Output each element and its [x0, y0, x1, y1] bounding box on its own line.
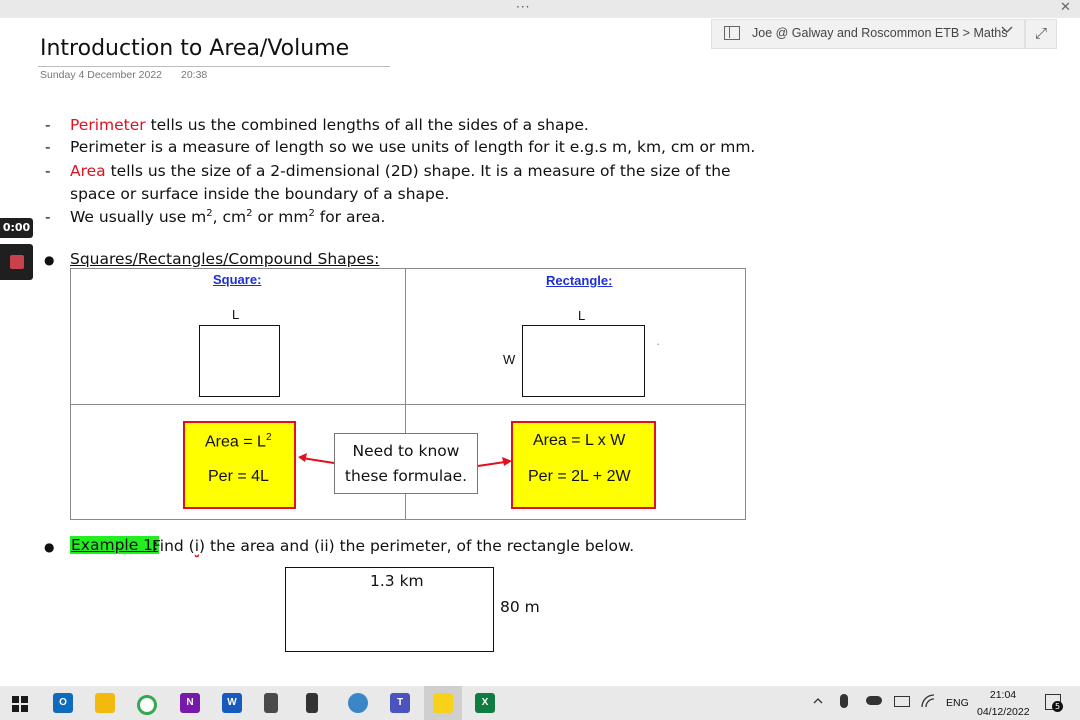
example-text: Find ( — [152, 537, 195, 555]
chrome-icon[interactable] — [137, 695, 157, 715]
battery-icon[interactable] — [894, 696, 910, 707]
record-button[interactable] — [0, 244, 33, 280]
rectangle-formula-box — [511, 421, 656, 509]
phone-icon[interactable] — [306, 693, 318, 713]
note-line-4-part: or mm — [252, 208, 309, 227]
dash-marker: - — [45, 116, 51, 134]
language-indicator[interactable]: ENG — [946, 697, 969, 709]
page-title[interactable]: Introduction to Area/Volume — [40, 36, 350, 61]
stray-dot: · — [656, 336, 661, 351]
example-width-label: 80 m — [500, 598, 540, 616]
excel-icon[interactable]: X — [475, 693, 495, 713]
example-label: Example 1: — [71, 536, 159, 554]
note-line-3b: space or surface inside the boundary of a shape. — [70, 185, 450, 203]
note-line-4 — [70, 208, 385, 226]
onedrive-icon[interactable] — [866, 696, 882, 705]
bullet-marker: ● — [44, 253, 55, 267]
close-icon[interactable]: ✕ — [1060, 0, 1071, 15]
example-length-label: 1.3 km — [370, 572, 424, 590]
example-text-i: i — [194, 537, 200, 555]
page-date: Sunday 4 December 2022 — [40, 69, 162, 81]
note-line-1-text: tells us the combined lengths of all the sides of a shape. — [145, 116, 589, 134]
note-line-2: Perimeter is a measure of length so we use units of length for it e.g.s m, km, cm or mm. — [70, 138, 756, 156]
dash-marker: - — [45, 162, 51, 180]
perimeter-keyword: Perimeter — [70, 116, 146, 134]
arrows-overlay — [290, 450, 530, 480]
section-heading: Squares/Rectangles/Compound Shapes: — [70, 250, 380, 268]
notebook-path: Joe @ Galway and Roscommon ETB > Maths — [752, 26, 1008, 40]
example-text: ) the area and (ii) the perimeter, of the rectangle below. — [199, 537, 635, 555]
expand-icon[interactable]: ⤢ — [1025, 19, 1057, 49]
notebook-icon — [724, 26, 740, 40]
superscript: 2 — [206, 208, 213, 219]
square-area-text: Area = L — [205, 433, 266, 451]
snipping-tool-icon[interactable] — [348, 693, 368, 713]
square-side-label: L — [232, 307, 240, 322]
right-arrow-icon — [478, 457, 512, 466]
notification-center-icon[interactable] — [1045, 694, 1061, 710]
note-line-4-part: for area. — [314, 208, 386, 227]
taskbar — [0, 686, 1080, 720]
note-line-2: these formulae. — [344, 467, 468, 485]
square-header: Square: — [213, 272, 262, 287]
square-perimeter-formula: Per = 4L — [208, 468, 269, 485]
sticky-notes-icon[interactable] — [433, 693, 453, 713]
file-explorer-icon[interactable] — [95, 693, 115, 713]
clock-date[interactable]: 04/12/2022 — [977, 706, 1030, 718]
chevron-down-icon[interactable] — [1000, 23, 1014, 41]
rectangle-area-formula: Area = L x W — [533, 432, 626, 449]
square-area-formula — [205, 432, 272, 451]
rectangle-length-label: L — [578, 308, 586, 323]
outlook-icon[interactable]: O — [53, 693, 73, 713]
table-divider-horizontal — [71, 404, 745, 405]
note-line-1 — [70, 116, 589, 134]
note-line-3-text: tells us the size of a 2-dimensional (2D) shape. It is a measure of the size of the — [105, 162, 731, 180]
word-icon[interactable]: W — [222, 693, 242, 713]
teams-icon[interactable]: T — [390, 693, 410, 713]
superscript: 2 — [265, 432, 272, 443]
note-line-3 — [70, 162, 731, 180]
rectangle-width-label: W — [503, 352, 516, 367]
onenote-icon[interactable]: N — [180, 693, 200, 713]
tray-chevron-up-icon[interactable] — [812, 695, 824, 710]
window-top-bar — [0, 0, 1080, 18]
microphone-icon[interactable] — [840, 694, 848, 708]
more-options-dots[interactable]: ··· — [516, 0, 531, 14]
superscript: 2 — [246, 208, 253, 219]
recording-timer: 0:00 — [0, 218, 33, 238]
wifi-icon[interactable] — [921, 694, 935, 712]
rectangle-perimeter-formula: Per = 2L + 2W — [528, 468, 631, 485]
example-question — [152, 537, 634, 555]
note-line-1: Need to know — [352, 442, 460, 460]
square-formula-box — [183, 421, 296, 509]
left-arrow-icon — [298, 453, 334, 463]
note-line-4-part: , cm — [212, 208, 247, 227]
superscript: 2 — [308, 208, 315, 219]
dash-marker: - — [45, 138, 51, 156]
calculator-icon[interactable] — [264, 693, 278, 713]
area-keyword: Area — [70, 162, 106, 180]
dash-marker: - — [45, 208, 51, 226]
page-time: 20:38 — [181, 69, 208, 81]
clock-time[interactable]: 21:04 — [989, 689, 1017, 701]
windows-start-icon[interactable] — [12, 696, 28, 712]
stop-icon — [10, 255, 24, 269]
rectangle-shape — [522, 325, 645, 397]
notebook-breadcrumb[interactable] — [711, 19, 1025, 49]
title-divider — [38, 66, 390, 67]
bullet-marker: ● — [44, 540, 55, 554]
rectangle-header: Rectangle: — [546, 273, 613, 288]
note-line-4-part: We usually use m — [70, 208, 207, 227]
square-shape — [199, 325, 280, 397]
notification-count-badge: 5 — [1052, 701, 1063, 712]
